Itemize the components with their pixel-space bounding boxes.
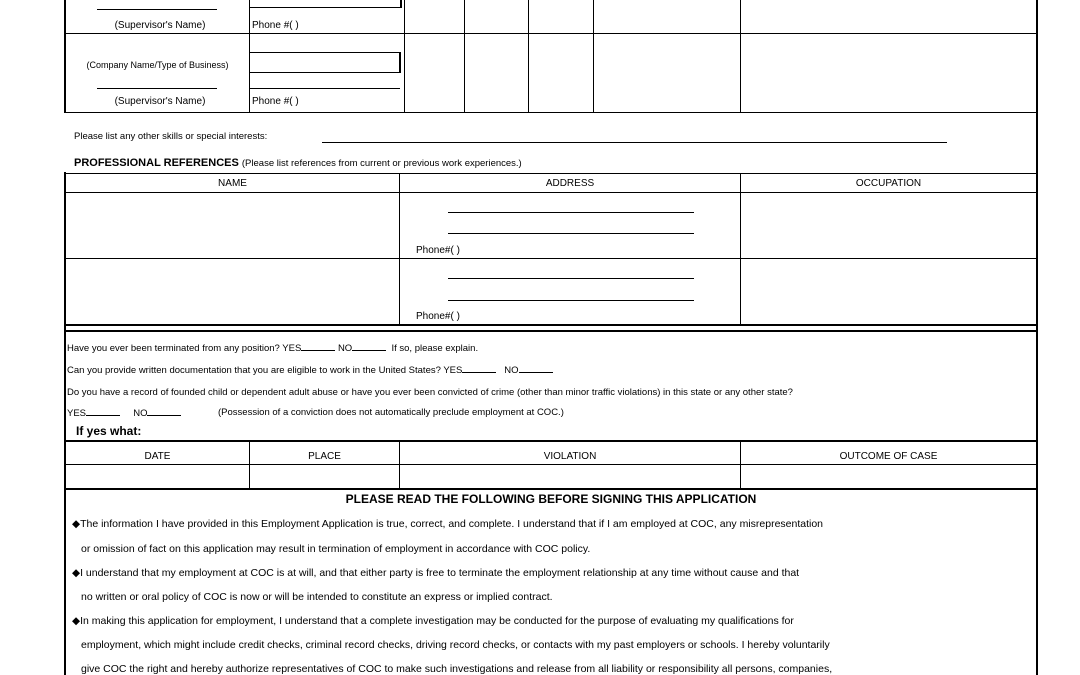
phone-label: Phone #( ) [252,20,299,31]
company-name-field[interactable] [251,53,399,72]
reference-address-line[interactable] [448,219,694,233]
reference-address-line[interactable] [448,264,694,278]
agreement-line: give COC the right and hereby authorize representatives of COC to make such investigations and release from all liability or responsibility all persons, companies, [81,663,833,675]
references-subtitle: (Please list references from current or previous work experiences.) [241,158,522,169]
reference-occupation-field[interactable] [742,260,1035,323]
skills-field[interactable] [322,130,947,142]
reference-phone-label: Phone#( ) [416,245,460,256]
record-no-blank[interactable] [147,407,181,416]
skills-label: Please list any other skills or special interests: [74,131,268,142]
eligible-yes-blank[interactable] [462,364,496,373]
terminated-question: Have you ever been terminated from any position? YES NO If so, please explain. [67,343,479,354]
header-outcome: OUTCOME OF CASE [839,451,938,462]
reference-name-field[interactable] [67,260,398,323]
reference-occupation-field[interactable] [742,194,1035,257]
agreement-title: PLEASE READ THE FOLLOWING BEFORE SIGNING THIS APPLICATION [345,492,757,506]
agreement-line: ◆In making this application for employment, I understand that a complete investigation may be conducted for the purpose of evaluating my qualifications for [72,615,794,627]
eligible-question: Can you provide written documentation that you are eligible to work in the United States? YES NO [67,364,553,377]
phone-label: Phone #( ) [252,96,299,107]
agreement-line: employment, which might include credit checks, criminal record checks, driving record checks, or contacts with my past employers or schools. I hereby voluntarily [81,639,830,651]
conviction-date-field[interactable] [67,466,248,487]
supervisor-name-label: (Supervisor's Name) [114,20,206,31]
agreement-line: no written or oral policy of COC is now or will be intended to constitute an express or implied contract. [81,591,553,603]
conviction-outcome-field[interactable] [742,466,1035,487]
employer-field[interactable] [250,0,400,7]
record-yes-blank[interactable] [86,407,120,416]
reference-name-field[interactable] [67,194,398,257]
eligible-no-blank[interactable] [519,364,553,373]
agreement-line: ◆The information I have provided in this Employment Application is true, correct, and complete. I understand that if I am employed at COC, any misrepresentation [72,518,824,530]
header-place: PLACE [308,451,341,462]
reference-address-line[interactable] [448,286,694,300]
reference-address-line[interactable] [448,198,694,212]
header-occupation: OCCUPATION [855,178,922,189]
supervisor-name-label: (Supervisor's Name) [114,96,206,107]
header-address: ADDRESS [545,178,595,189]
terminated-yes-blank[interactable] [301,342,335,351]
reference-phone-label: Phone#( ) [416,311,460,322]
conviction-violation-field[interactable] [401,466,739,487]
company-name-label: (Company Name/Type of Business) [86,60,229,70]
header-name: NAME [218,178,247,189]
agreement-line: or omission of fact on this application may result in termination of employment in accordance with COC policy. [81,543,591,555]
references-title: PROFESSIONAL REFERENCES [74,157,239,169]
supervisor-name-field[interactable] [98,78,216,88]
if-yes-label: If yes what: [76,424,142,438]
agreement-line: ◆I understand that my employment at COC is at will, and that either party is free to terminate the employment relationship at any time without cause and that [72,567,800,579]
supervisor-name-field[interactable] [98,0,216,9]
record-note: (Possession of a conviction does not automatically preclude employment at COC.) [218,407,564,418]
conviction-place-field[interactable] [251,466,398,487]
header-date: DATE [144,451,171,462]
record-question: Do you have a record of founded child or dependent adult abuse or have you ever been convicted of crime (other than minor traffic violations) in this state or any other state? [67,387,793,398]
header-violation: VIOLATION [543,451,597,462]
record-answer-row: YES NO [67,407,181,420]
terminated-no-blank[interactable] [352,342,386,351]
